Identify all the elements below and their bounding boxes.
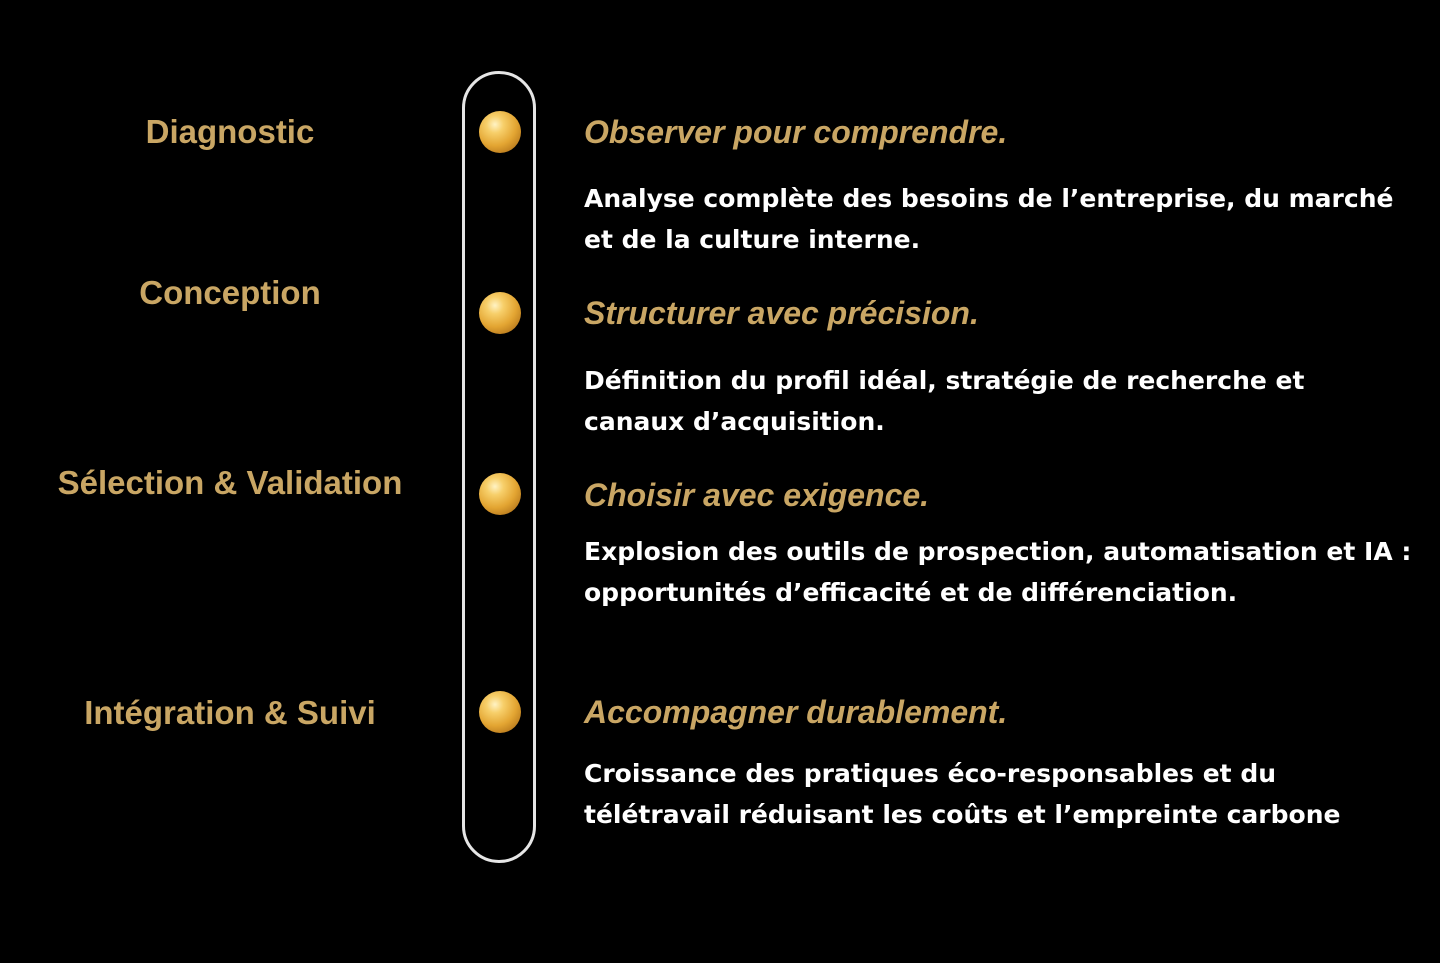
description-line: Analyse complète des besoins de l’entreprise, du marché [584, 184, 1394, 213]
step-label-diagnostic: Diagnostic [145, 113, 315, 150]
description-line: Définition du profil idéal, stratégie de recherche et [584, 366, 1305, 395]
step-label-selection-validation: Sélection & Validation [57, 464, 403, 501]
timeline-marker-selection-validation [479, 473, 521, 515]
timeline-marker-integration-suivi [479, 691, 521, 733]
step-description-selection-validation [584, 531, 1411, 613]
step-headline-integration-suivi: Accompagner durablement. [584, 694, 1008, 730]
description-line: opportunités d’efficacité et de différenciation. [584, 578, 1238, 607]
timeline-track [462, 71, 536, 863]
description-line: et de la culture interne. [584, 225, 921, 254]
description-line: canaux d’acquisition. [584, 407, 885, 436]
step-headline-conception: Structurer avec précision. [584, 295, 979, 331]
description-line: Explosion des outils de prospection, automatisation et IA : [584, 537, 1412, 566]
timeline-marker-conception [479, 292, 521, 334]
description-line: Croissance des pratiques éco-responsables et du [584, 759, 1277, 788]
step-description-integration-suivi [584, 753, 1340, 835]
step-headline-selection-validation: Choisir avec exigence. [584, 477, 930, 513]
step-description-diagnostic [584, 178, 1393, 260]
step-description-conception [584, 360, 1304, 442]
step-label-conception: Conception [139, 274, 321, 311]
description-line: télétravail réduisant les coûts et l’empreinte carbone [584, 800, 1341, 829]
step-headline-diagnostic: Observer pour comprendre. [584, 114, 1008, 150]
step-label-integration-suivi: Intégration & Suivi [84, 694, 376, 731]
timeline-marker-diagnostic [479, 111, 521, 153]
